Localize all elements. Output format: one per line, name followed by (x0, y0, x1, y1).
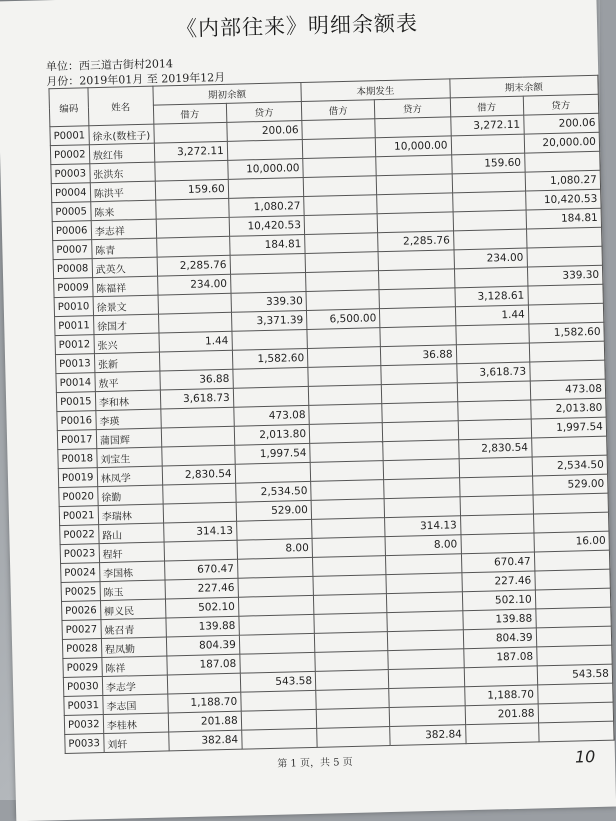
cell-opening-credit: 2,534.50 (235, 481, 311, 502)
header-name: 姓名 (88, 86, 154, 126)
cell-name: 李瑛 (96, 409, 161, 430)
cell-opening-credit (237, 557, 313, 578)
cell-closing-debit: 139.88 (462, 609, 536, 630)
balance-table (48, 75, 614, 754)
unit-line: 单位：西三道古街村2014 (45, 57, 174, 74)
cell-current-debit (311, 499, 385, 520)
cell-closing-debit (457, 400, 531, 421)
cell-closing-debit: 1,188.70 (464, 685, 538, 706)
cell-closing-credit (535, 588, 611, 609)
cell-current-credit: 8.00 (385, 535, 461, 556)
cell-current-credit (389, 706, 465, 727)
cell-opening-debit: 3,618.73 (160, 388, 234, 409)
cell-closing-debit (453, 229, 527, 250)
cell-code: P0021 (59, 506, 98, 526)
cell-opening-credit: 184.81 (229, 234, 305, 255)
header-credit: 贷方 (375, 98, 451, 119)
cell-current-debit (304, 214, 378, 235)
cell-opening-credit (238, 595, 314, 616)
cell-name: 蒲国辉 (96, 428, 161, 449)
cell-current-debit (316, 689, 390, 710)
cell-closing-debit (457, 381, 531, 402)
cell-current-credit (381, 364, 457, 385)
cell-code: P0020 (59, 487, 98, 507)
cell-opening-credit: 473.08 (234, 405, 310, 426)
cell-current-credit: 382.84 (390, 725, 466, 746)
cell-code: P0027 (62, 620, 101, 640)
cell-closing-credit (536, 626, 612, 647)
cell-current-credit: 2,285.76 (378, 231, 454, 252)
cell-closing-credit: 10,420.53 (525, 189, 601, 210)
cell-opening-debit: 3,272.11 (154, 141, 228, 162)
header-debit: 借方 (301, 100, 375, 121)
cell-current-credit (376, 155, 452, 176)
cell-code: P0025 (61, 582, 100, 602)
cell-current-debit (314, 632, 388, 653)
cell-current-debit (305, 252, 379, 273)
cell-current-debit (314, 613, 388, 634)
cell-current-credit (388, 630, 464, 651)
cell-current-debit (308, 366, 382, 387)
cell-name: 路山 (98, 523, 163, 544)
cell-opening-credit: 10,000.00 (227, 159, 303, 180)
cell-closing-credit: 2,013.80 (530, 398, 606, 419)
cell-name: 徐勤 (98, 485, 163, 506)
cell-closing-credit (538, 721, 614, 742)
cell-opening-credit: 543.58 (240, 671, 316, 692)
cell-closing-credit: 543.58 (537, 664, 613, 685)
cell-closing-debit: 201.88 (465, 704, 539, 725)
cell-current-credit (379, 269, 455, 290)
cell-closing-credit (534, 550, 610, 571)
cell-current-debit (302, 119, 376, 140)
cell-current-credit (387, 611, 463, 632)
cell-code: P0033 (65, 734, 104, 754)
cell-current-credit (381, 383, 457, 404)
cell-closing-credit (533, 493, 609, 514)
cell-current-credit (377, 193, 453, 214)
cell-name: 李和林 (95, 390, 160, 411)
cell-closing-debit (454, 267, 528, 288)
cell-closing-credit: 1,997.54 (531, 417, 607, 438)
cell-current-credit (384, 497, 460, 518)
cell-opening-credit (236, 519, 312, 540)
cell-name: 刘宝生 (97, 447, 162, 468)
cell-name: 徐永(数柱子) (89, 124, 154, 145)
cell-opening-debit: 502.10 (165, 597, 239, 618)
cell-current-credit: 314.13 (385, 516, 461, 537)
cell-name: 刘轩 (104, 732, 169, 753)
cell-opening-debit: 804.39 (166, 635, 240, 656)
cell-current-debit: 6,500.00 (307, 309, 381, 330)
cell-code: P0029 (63, 658, 102, 678)
cell-code: P0016 (57, 411, 96, 431)
cell-opening-debit (154, 160, 228, 181)
cell-closing-debit (455, 324, 529, 345)
cell-current-debit (306, 290, 380, 311)
cell-opening-credit: 1,997.54 (234, 443, 310, 464)
cell-closing-credit: 20,000.00 (524, 132, 600, 153)
header-credit: 贷方 (226, 102, 302, 123)
cell-opening-credit (239, 614, 315, 635)
cell-opening-debit (156, 236, 230, 257)
cell-current-debit (307, 328, 381, 349)
cell-closing-debit (453, 210, 527, 231)
cell-opening-credit: 339.30 (231, 291, 307, 312)
cell-opening-debit (161, 426, 235, 447)
cell-current-debit (317, 727, 391, 748)
cell-closing-credit: 529.00 (532, 474, 608, 495)
cell-code: P0010 (54, 297, 93, 317)
cell-closing-credit (529, 341, 605, 362)
cell-closing-credit: 16.00 (534, 531, 610, 552)
cell-code: P0008 (53, 259, 92, 279)
cell-opening-debit (153, 122, 227, 143)
page-title: 《内部往来》明细余额表 (175, 11, 419, 42)
cell-code: P0006 (52, 221, 91, 241)
cell-code: P0032 (64, 715, 103, 735)
cell-current-credit (375, 117, 451, 138)
cell-current-debit (308, 385, 382, 406)
cell-current-debit (306, 271, 380, 292)
cell-code: P0004 (51, 183, 90, 203)
cell-closing-debit: 159.60 (451, 153, 525, 174)
cell-current-credit (383, 459, 459, 480)
cell-closing-credit: 2,534.50 (532, 455, 608, 476)
cell-opening-credit (232, 329, 308, 350)
cell-opening-debit: 139.88 (166, 616, 240, 637)
cell-name: 陈洪平 (90, 181, 155, 202)
cell-closing-credit: 473.08 (530, 379, 606, 400)
cell-opening-credit: 2,013.80 (234, 424, 310, 445)
cell-opening-credit (228, 178, 304, 199)
cell-current-debit (311, 480, 385, 501)
cell-opening-debit: 1,188.70 (167, 692, 241, 713)
cell-name: 武英久 (92, 257, 157, 278)
cell-closing-credit (529, 360, 605, 381)
cell-current-credit (384, 478, 460, 499)
header-opening: 期初余额 (153, 83, 302, 106)
cell-opening-credit (240, 652, 316, 673)
cell-closing-credit (535, 607, 611, 628)
cell-opening-debit: 234.00 (157, 274, 231, 295)
header-code: 编码 (49, 88, 89, 127)
cell-opening-credit (233, 367, 309, 388)
cell-code: P0013 (55, 354, 94, 374)
cell-current-debit (303, 176, 377, 197)
cell-name: 李志学 (102, 675, 167, 696)
cell-opening-credit (241, 709, 317, 730)
cell-code: P0022 (60, 525, 99, 545)
cell-name: 李志国 (103, 694, 168, 715)
header-debit: 借方 (450, 96, 524, 117)
cell-code: P0018 (58, 449, 97, 469)
cell-code: P0015 (56, 392, 95, 412)
cell-closing-debit (465, 723, 539, 744)
cell-current-debit (312, 537, 386, 558)
cell-current-debit (310, 461, 384, 482)
cell-code: P0019 (58, 468, 97, 488)
cell-current-credit (386, 554, 462, 575)
cell-current-credit (382, 402, 458, 423)
cell-opening-debit: 201.88 (168, 711, 242, 732)
cell-code: P0030 (63, 677, 102, 697)
cell-current-debit (302, 138, 376, 159)
cell-name: 陈玉 (100, 580, 165, 601)
cell-code: P0005 (52, 202, 91, 222)
cell-opening-debit: 2,285.76 (157, 255, 231, 276)
cell-name: 陈青 (91, 238, 156, 259)
cell-closing-debit (464, 666, 538, 687)
cell-closing-debit: 187.08 (463, 647, 537, 668)
header-debit: 借方 (153, 103, 227, 124)
cell-current-credit (380, 326, 456, 347)
cell-code: P0003 (51, 164, 90, 184)
cell-current-credit (378, 250, 454, 271)
cell-current-credit (383, 440, 459, 461)
cell-closing-debit (456, 343, 530, 364)
cell-name: 李瑞林 (98, 504, 163, 525)
handwritten-page-number: 10 (574, 747, 596, 767)
header-current: 本期发生 (301, 79, 450, 102)
cell-code: P0002 (50, 145, 89, 165)
cell-closing-debit: 804.39 (463, 628, 537, 649)
cell-closing-debit: 1.44 (455, 305, 529, 326)
cell-opening-debit: 382.84 (168, 730, 242, 751)
cell-opening-credit (238, 576, 314, 597)
cell-name: 李志祥 (91, 219, 156, 240)
cell-code: P0017 (57, 430, 96, 450)
cell-opening-credit (235, 462, 311, 483)
cell-current-debit (315, 670, 389, 691)
cell-opening-debit (158, 293, 232, 314)
cell-current-credit: 10,000.00 (375, 136, 451, 157)
cell-opening-debit: 187.08 (166, 654, 240, 675)
cell-current-debit (307, 347, 381, 368)
cell-opening-debit (159, 350, 233, 371)
cell-current-debit (310, 442, 384, 463)
cell-closing-debit (459, 476, 533, 497)
cell-closing-debit (458, 419, 532, 440)
cell-opening-debit (155, 198, 229, 219)
cell-name: 陈祥 (102, 656, 167, 677)
page-footer: 第 1 页，共 5 页 (277, 756, 353, 770)
cell-opening-credit (227, 140, 303, 161)
cell-closing-credit (538, 702, 614, 723)
cell-opening-debit: 314.13 (163, 521, 237, 542)
cell-name: 敖平 (95, 371, 160, 392)
cell-current-credit (380, 307, 456, 328)
cell-name: 程凤勤 (101, 637, 166, 658)
cell-opening-debit: 1.44 (159, 331, 233, 352)
cell-current-credit: 36.88 (381, 345, 457, 366)
cell-closing-credit (524, 151, 600, 172)
cell-current-debit (309, 423, 383, 444)
cell-opening-credit: 8.00 (237, 538, 313, 559)
cell-opening-debit: 36.88 (160, 369, 234, 390)
cell-current-credit (388, 649, 464, 670)
cell-closing-debit (452, 191, 526, 212)
cell-current-credit (379, 288, 455, 309)
cell-closing-debit: 3,618.73 (456, 362, 530, 383)
cell-opening-credit (230, 272, 306, 293)
cell-closing-credit (527, 246, 603, 267)
cell-name: 陈来 (91, 200, 156, 221)
cell-closing-credit: 1,080.27 (525, 170, 601, 191)
cell-closing-debit: 2,830.54 (458, 438, 532, 459)
header-credit: 贷方 (523, 94, 599, 115)
cell-closing-credit: 339.30 (527, 265, 603, 286)
cell-opening-credit: 1,582.60 (232, 348, 308, 369)
cell-current-debit (314, 594, 388, 615)
cell-name: 徐景文 (93, 295, 158, 316)
cell-opening-debit: 670.47 (164, 559, 238, 580)
cell-current-debit (313, 556, 387, 577)
cell-closing-credit (533, 512, 609, 533)
cell-opening-debit (158, 312, 232, 333)
cell-opening-debit (162, 483, 236, 504)
cell-closing-credit: 200.06 (523, 113, 599, 134)
cell-code: P0011 (55, 316, 94, 336)
cell-opening-credit: 200.06 (227, 121, 303, 142)
cell-opening-debit: 159.60 (155, 179, 229, 200)
cell-name: 张兴 (94, 333, 159, 354)
cell-closing-credit (526, 227, 602, 248)
cell-closing-credit (531, 436, 607, 457)
cell-opening-credit (241, 728, 317, 749)
cell-current-credit (382, 421, 458, 442)
cell-opening-debit: 227.46 (165, 578, 239, 599)
cell-closing-debit: 227.46 (461, 571, 535, 592)
cell-current-credit (389, 687, 465, 708)
cell-closing-debit: 3,272.11 (450, 115, 524, 136)
header-closing: 期末余额 (449, 75, 598, 98)
cell-opening-debit (156, 217, 230, 238)
cell-current-debit (316, 708, 390, 729)
cell-current-debit (312, 518, 386, 539)
cell-opening-credit (230, 253, 306, 274)
cell-name: 姚召青 (101, 618, 166, 639)
period-line: 月份：2019年01月 至 2019年12月 (46, 70, 226, 89)
cell-code: P0026 (61, 601, 100, 621)
cell-name: 张洪东 (90, 162, 155, 183)
cell-opening-credit (240, 690, 316, 711)
cell-closing-debit (452, 172, 526, 193)
cell-opening-debit: 2,830.54 (162, 464, 236, 485)
cell-current-debit (313, 575, 387, 596)
cell-closing-debit (459, 457, 533, 478)
cell-name: 徐国才 (93, 314, 158, 335)
cell-opening-credit: 1,080.27 (228, 196, 304, 217)
cell-code: P0023 (60, 544, 99, 564)
cell-current-debit (309, 404, 383, 425)
cell-current-credit (386, 573, 462, 594)
cell-code: P0009 (54, 278, 93, 298)
cell-closing-debit (461, 533, 535, 554)
cell-name: 李国栋 (99, 561, 164, 582)
cell-opening-debit (160, 407, 234, 428)
cell-current-credit (376, 174, 452, 195)
cell-closing-credit (536, 645, 612, 666)
cell-current-debit (304, 195, 378, 216)
cell-closing-debit: 3,128.61 (454, 286, 528, 307)
cell-name: 林凤学 (97, 466, 162, 487)
cell-name: 程轩 (99, 542, 164, 563)
cell-opening-credit: 3,371.39 (231, 310, 307, 331)
cell-code: P0024 (61, 563, 100, 583)
cell-code: P0001 (50, 126, 89, 146)
cell-current-debit (305, 233, 379, 254)
cell-code: P0012 (55, 335, 94, 355)
cell-closing-credit: 1,582.60 (528, 322, 604, 343)
cell-current-credit (387, 592, 463, 613)
cell-opening-credit: 529.00 (236, 500, 312, 521)
cell-closing-debit (460, 514, 534, 535)
cell-opening-debit (167, 673, 241, 694)
cell-name: 敖红伟 (89, 143, 154, 164)
cell-closing-credit (528, 284, 604, 305)
cell-opening-credit (239, 633, 315, 654)
cell-code: P0031 (64, 696, 103, 716)
cell-code: P0014 (56, 373, 95, 393)
cell-closing-credit (537, 683, 613, 704)
cell-closing-debit: 670.47 (461, 552, 535, 573)
cell-current-debit (303, 157, 377, 178)
cell-closing-credit: 184.81 (526, 208, 602, 229)
cell-name: 陈福祥 (92, 276, 157, 297)
cell-closing-debit: 502.10 (462, 590, 536, 611)
cell-opening-credit (233, 386, 309, 407)
cell-closing-credit (535, 569, 611, 590)
cell-closing-debit (451, 134, 525, 155)
cell-opening-debit (161, 445, 235, 466)
cell-code: P0028 (62, 639, 101, 659)
cell-closing-debit: 234.00 (454, 248, 528, 269)
cell-code: P0007 (53, 240, 92, 260)
cell-closing-debit (460, 495, 534, 516)
cell-opening-debit (164, 540, 238, 561)
cell-closing-credit (528, 303, 604, 324)
cell-current-credit (388, 668, 464, 689)
cell-opening-credit: 10,420.53 (229, 215, 305, 236)
cell-name: 张新 (94, 352, 159, 373)
cell-current-credit (377, 212, 453, 233)
cell-name: 李桂林 (103, 713, 168, 734)
cell-name: 柳义民 (100, 599, 165, 620)
cell-current-debit (315, 651, 389, 672)
cell-opening-debit (163, 502, 237, 523)
